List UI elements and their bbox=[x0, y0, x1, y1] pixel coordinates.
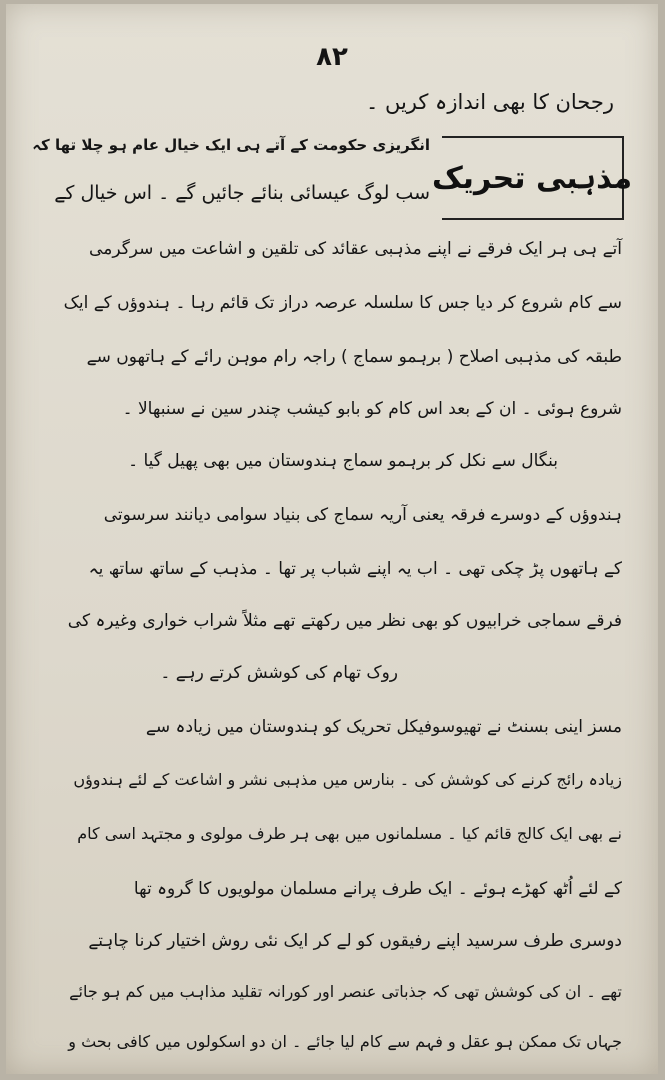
text-line: ہندوؤں کے دوسرے فرقہ یعنی آریہ سماج کی بنیاد سوامی دیانند سرسوتی bbox=[103, 505, 622, 525]
text-line: شروع ہوئی ۔ ان کے بعد اس کام کو بابو کیشب چندر سین نے سنبھالا ۔ bbox=[122, 399, 622, 419]
text-line: مسز اینی بسنٹ نے تھیوسوفیکل تحریک کو ہندوستان میں زیادہ سے bbox=[145, 717, 622, 737]
text-line: کے لئے اُٹھ کھڑے ہوئے ۔ ایک طرف پرانے مسلمان مولویوں کا گروہ تھا bbox=[133, 879, 622, 899]
text-line: تھے ۔ ان کی کوشش تھی کہ جذباتی عنصر اور کورانہ تقلید مذاہب میں کم ہو جائے bbox=[69, 982, 622, 1001]
text-line: سب لوگ عیسائی بنائے جائیں گے ۔ اس خیال کے bbox=[54, 182, 430, 204]
text-line: آتے ہی ہر ایک فرقے نے اپنے مذہبی عقائد کی تلقین و اشاعت میں سرگرمی bbox=[89, 239, 622, 259]
text-line: طبقہ کی مذہبی اصلاح ( برہمو سماج ) راجہ رام موہن رائے کے ہاتھوں سے bbox=[86, 347, 622, 367]
text-line: زیادہ رائج کرنے کی کوشش کی ۔ بنارس میں مذہبی نشر و اشاعت کے لئے ہندوؤں bbox=[73, 770, 622, 789]
book-page bbox=[6, 4, 658, 1074]
text-line: رجحان کا بھی اندازہ کریں ۔ bbox=[365, 90, 614, 114]
text-line: بنگال سے نکل کر برہمو سماج ہندوستان میں بھی پھیل گیا ۔ bbox=[128, 451, 558, 471]
text-line: جہاں تک ممکن ہو عقل و فہم سے کام لیا جائے ۔ ان دو اسکولوں میں کافی بحث و bbox=[68, 1032, 622, 1051]
text-line: کے ہاتھوں پڑ چکی تھی ۔ اب یہ اپنے شباب پر تھا ۔ مذہب کے ساتھ ساتھ یہ bbox=[88, 559, 622, 579]
text-line: فرقے سماجی خرابیوں کو بھی نظر میں رکھتے تھے مثلاً شراب خواری وغیرہ کی bbox=[67, 611, 622, 631]
text-line: روک تھام کی کوشش کرتے رہے ۔ bbox=[160, 663, 398, 683]
text-line: سے کام شروع کر دیا جس کا سلسلہ عرصہ دراز تک قائم رہا ۔ ہندوؤں کے ایک bbox=[63, 293, 622, 313]
page-number: ۸۲ bbox=[316, 42, 348, 72]
section-heading-box bbox=[431, 136, 633, 220]
text-line: نے بھی ایک کالج قائم کیا ۔ مسلمانوں میں بھی ہر طرف مولوی و مجتہد اسی کام bbox=[77, 824, 622, 843]
text-line: انگریزی حکومت کے آتے ہی ایک خیال عام ہو چلا تھا کہ bbox=[32, 136, 430, 154]
section-heading: مذہبی تحریک bbox=[431, 160, 633, 196]
text-line: دوسری طرف سرسید اپنے رفیقوں کو لے کر ایک نئی روش اختیار کرنا چاہتے bbox=[88, 931, 622, 951]
